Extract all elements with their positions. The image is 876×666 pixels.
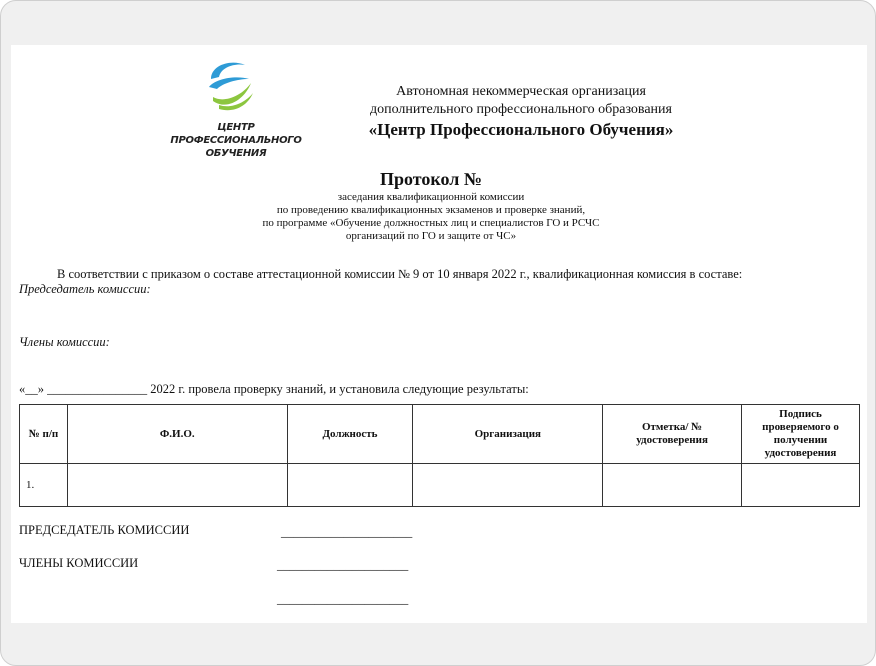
org-line-1: Автономная некоммерческая организация [396,84,646,99]
logo-text [161,121,311,160]
table-cell: 1. [20,464,68,507]
table-cell [603,464,742,507]
chair-signature-line: _____________________ [281,525,413,539]
org-line-2: дополнительного профессионального образования [370,102,672,117]
header-cell-number: № п/п [20,405,68,464]
header-cell-mark: Отметка/ № удостоверения [603,405,742,464]
members-label: Члены комиссии: [19,335,110,349]
org-name: «Центр Профессионального Обучения» [368,120,674,139]
results-table [19,404,860,507]
header-cell-position: Должность [287,405,413,464]
org-header [311,83,731,141]
org-logo [161,57,311,157]
protocol-subtitle-3: по программе «Обучение должностных лиц и специалистов ГО и РСЧС [262,217,600,229]
protocol-subtitle-4: организаций по ГО и защите от ЧС» [345,230,517,242]
header-cell-name: Ф.И.О. [67,405,287,464]
protocol-subtitle-1: заседания квалификационной комиссии [337,191,525,203]
header-cell-signature: Подпись проверяемого о получении удостоверения [742,405,860,464]
check-statement: «__» ________________ 2022 г. провела проверку знаний, и установила следующие результаты: [19,382,529,396]
table-header-row [20,405,860,464]
document-page [11,45,867,623]
header-cell-organization: Организация [413,405,603,464]
table-cell [67,464,287,507]
protocol-title: Протокол № [380,169,482,189]
chair-signature-label: ПРЕДСЕДАТЕЛЬ КОМИССИИ [19,523,190,537]
logo-text-line-2: ПРОФЕССИОНАЛЬНОГО [170,135,302,146]
chair-label: Председатель комиссии: [19,282,151,296]
intro-paragraph: В соответствии с приказом о составе аттестационной комиссии № 9 от 10 января 2022 г., квалификационная комиссия в составе: [57,267,743,281]
logo-mark-icon [205,57,257,113]
table-cell [742,464,860,507]
table-row [20,464,860,507]
members-signature-label: ЧЛЕНЫ КОМИССИИ [19,556,139,570]
protocol-subtitle-2: по проведению квалификационных экзаменов и проверке знаний, [276,204,586,216]
member-signature-line-2: _____________________ [277,592,409,606]
logo-text-line-1: ЦЕНТР [217,122,255,133]
table-cell [287,464,413,507]
table-cell [413,464,603,507]
protocol-heading [201,167,661,243]
logo-text-line-3: ОБУЧЕНИЯ [205,148,267,159]
member-signature-line-1: _____________________ [277,558,409,572]
